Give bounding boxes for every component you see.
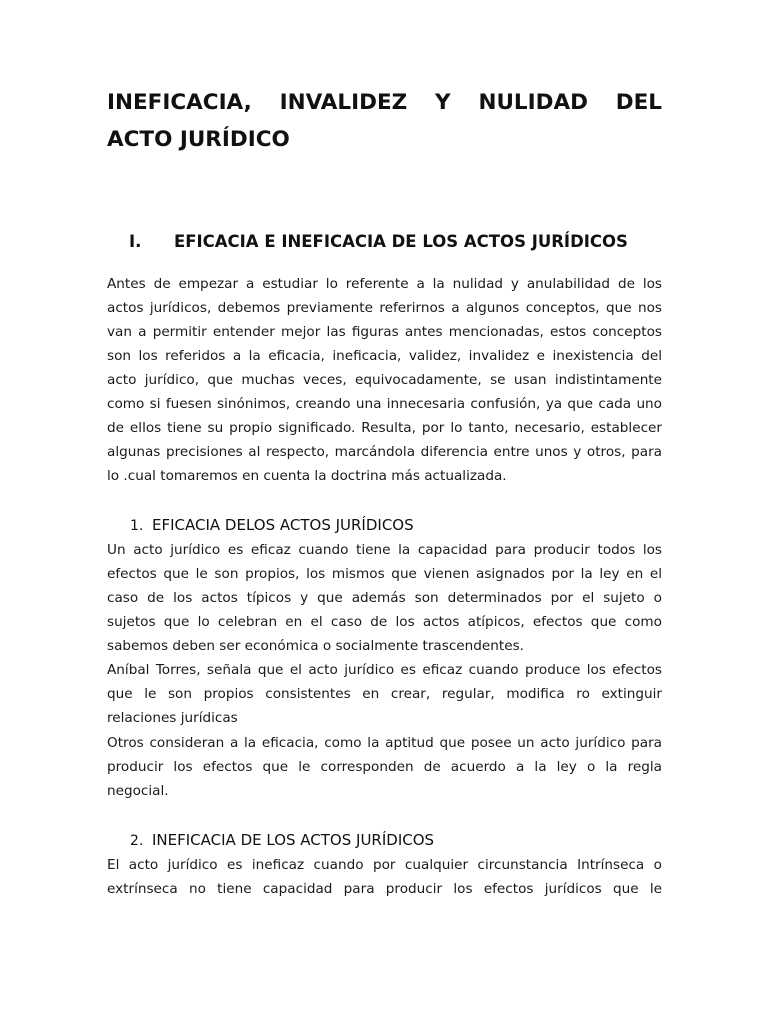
paragraph-line: algunas precisiones al respecto, marcándola diferencia entre unos y otros, para	[107, 444, 662, 460]
paragraph-line: extrínseca no tiene capacidad para producir los efectos jurídicos que le	[107, 881, 662, 897]
section-heading	[107, 230, 662, 254]
paragraph-line: Otros consideran a la eficacia, como la aptitud que posee un acto jurídico para	[107, 735, 662, 751]
document-title	[107, 84, 662, 158]
intro-paragraph	[107, 272, 662, 488]
section-number: I.	[129, 232, 142, 251]
subsection-title: INEFICACIA DE LOS ACTOS JURÍDICOS	[152, 831, 435, 849]
section-title: EFICACIA E INEFICACIA DE LOS ACTOS JURÍDICOS	[174, 232, 628, 251]
paragraph-line: que le son propios consistentes en crear, regular, modifica ro extinguir	[107, 686, 662, 702]
paragraph-line: caso de los actos típicos y que además son determinados por el sujeto o	[107, 590, 662, 606]
paragraph-line: lo .cual tomaremos en cuenta la doctrina más actualizada.	[107, 468, 507, 484]
paragraph-line: Un acto jurídico es eficaz cuando tiene la capacidad para producir todos los	[107, 542, 662, 558]
eficacia-paragraph-3	[107, 731, 662, 803]
paragraph-line: relaciones jurídicas	[107, 710, 238, 726]
ineficacia-paragraph-1	[107, 853, 662, 901]
paragraph-line: como si fuesen sinónimos, creando una innecesaria confusión, ya que cada uno	[107, 396, 662, 412]
title-line: INEFICACIA, INVALIDEZ Y NULIDAD DEL	[107, 90, 662, 115]
subsection-number: 1.	[130, 518, 144, 534]
subsection-heading	[107, 828, 662, 853]
paragraph-line: El acto jurídico es ineficaz cuando por cualquier circunstancia Intrínseca o	[107, 857, 662, 873]
paragraph-line: de ellos tiene su propio significado. Resulta, por lo tanto, necesario, establecer	[107, 420, 662, 436]
eficacia-paragraph-1	[107, 538, 662, 658]
paragraph-line: actos jurídicos, debemos previamente referirnos a algunos conceptos, que nos	[107, 300, 662, 316]
subsection-number: 2.	[130, 833, 144, 849]
subsection-heading	[107, 513, 662, 538]
paragraph-line: Aníbal Torres, señala que el acto jurídico es eficaz cuando produce los efectos	[107, 662, 662, 678]
paragraph-line: negocial.	[107, 783, 169, 799]
paragraph-line: Antes de empezar a estudiar lo referente a la nulidad y anulabilidad de los	[107, 276, 662, 292]
paragraph-line: sabemos deben ser económica o socialmente trascendentes.	[107, 638, 524, 654]
eficacia-paragraph-2	[107, 658, 662, 730]
paragraph-line: efectos que le son propios, los mismos que vienen asignados por la ley en el	[107, 566, 662, 582]
paragraph-line: son los referidos a la eficacia, ineficacia, validez, invalidez e inexistencia del	[107, 348, 662, 364]
title-line: ACTO JURÍDICO	[107, 127, 290, 152]
paragraph-line: sujetos que lo celebran en el caso de los actos atípicos, efectos que como	[107, 614, 662, 630]
paragraph-line: producir los efectos que le corresponden de acuerdo a la ley o la regla	[107, 759, 662, 775]
paragraph-line: acto jurídico, que muchas veces, equivocadamente, se usan indistintamente	[107, 372, 662, 388]
subsection-title: EFICACIA DELOS ACTOS JURÍDICOS	[152, 516, 414, 534]
paragraph-line: van a permitir entender mejor las figuras antes mencionadas, estos conceptos	[107, 324, 662, 340]
